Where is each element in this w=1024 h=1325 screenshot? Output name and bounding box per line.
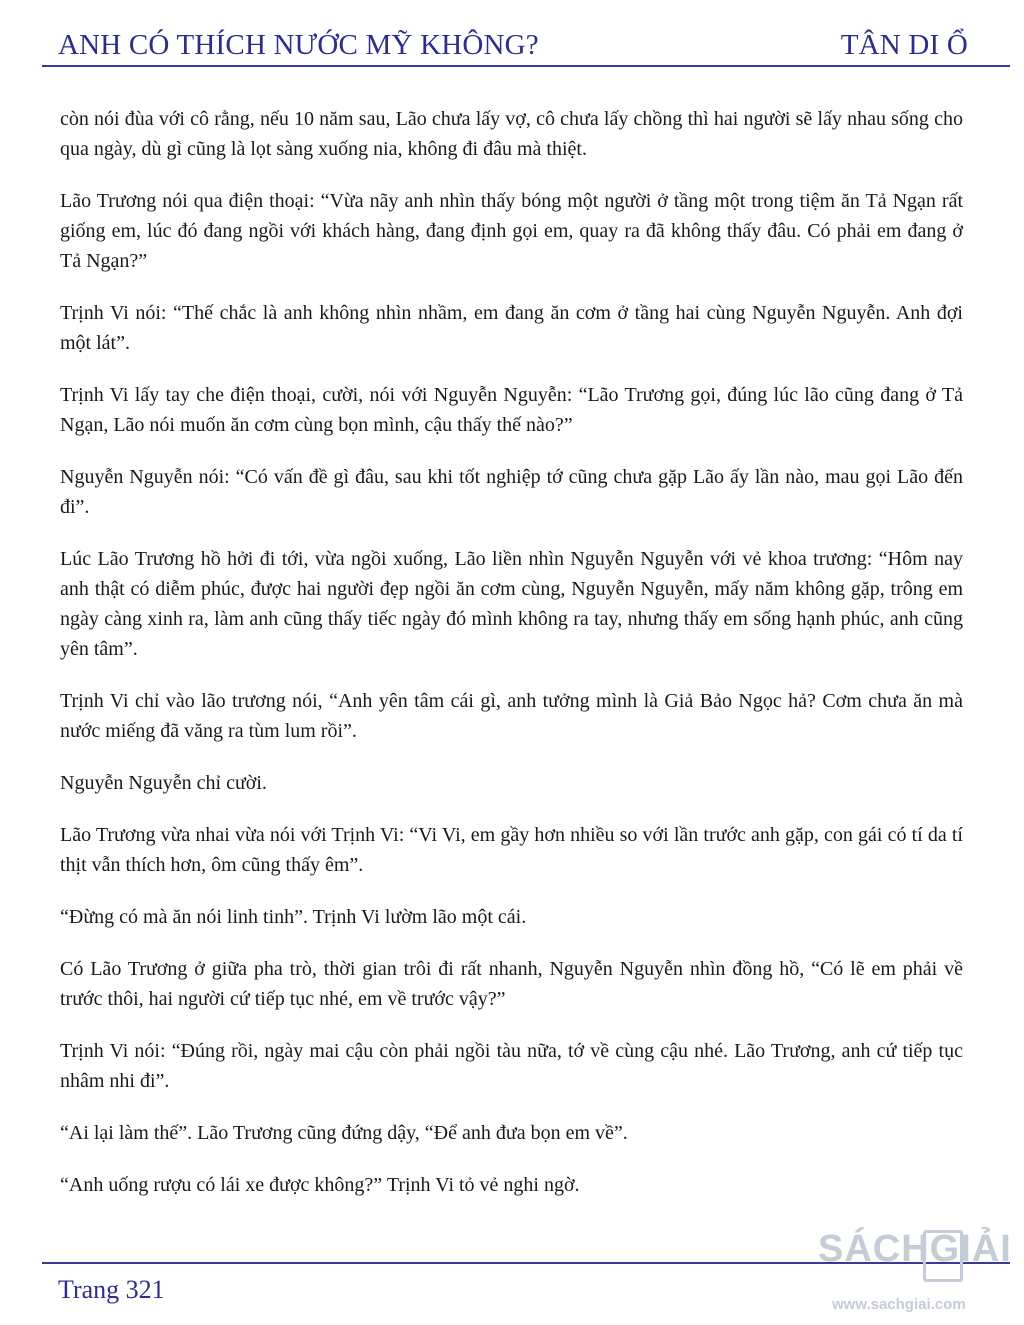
paragraph: Lúc Lão Trương hồ hởi đi tới, vừa ngồi xuống, Lão liền nhìn Nguyễn Nguyễn với vẻ khoa trương: “Hôm nay anh thật có diễm phúc, được hai người đẹp ngồi ăn cơm cùng, Nguyễn Nguyễn, mấy năm không gặp, trông em ngày càng xinh ra, làm anh cũng thấy tiếc ngày đó mình không ra tay, nhưng thấy em sống hạnh phúc, anh cũng yên tâm”. xyxy=(60,548,963,660)
author-name: TÂN DI Ổ xyxy=(840,29,968,61)
paragraph: “Anh uống rượu có lái xe được không?” Trịnh Vi tỏ vẻ nghi ngờ. xyxy=(60,1174,580,1196)
page-header xyxy=(58,22,968,62)
paragraph: “Ai lại làm thế”. Lão Trương cũng đứng dậy, “Để anh đưa bọn em về”. xyxy=(60,1122,628,1144)
paragraph: Trịnh Vi lấy tay che điện thoại, cười, nói với Nguyễn Nguyễn: “Lão Trương gọi, đúng lúc lão cũng đang ở Tả Ngạn, Lão nói muốn ăn cơm cùng bọn mình, cậu thấy thế nào?” xyxy=(60,384,963,436)
paragraph: “Đừng có mà ăn nói linh tinh”. Trịnh Vi lườm lão một cái. xyxy=(60,906,527,928)
book-title: ANH CÓ THÍCH NƯỚC MỸ KHÔNG? xyxy=(58,29,539,61)
paragraph: Trịnh Vi nói: “Đúng rồi, ngày mai cậu còn phải ngồi tàu nữa, tớ về cùng cậu nhé. Lão Trương, anh cứ tiếp tục nhâm nhi đi”. xyxy=(60,1040,963,1092)
watermark-brand: SÁCHGIẢI xyxy=(818,1228,1012,1270)
page-body xyxy=(60,104,963,1222)
paragraph: Lão Trương nói qua điện thoại: “Vừa nãy anh nhìn thấy bóng một người ở tầng một trong tiệm ăn Tả Ngạn rất giống em, lúc đó đang ngồi với khách hàng, đang định gọi em, quay ra đã không thấy đâu. Có phải em đang ở Tả Ngạn?” xyxy=(60,190,963,272)
watermark-url: www.sachgiai.com xyxy=(832,1296,966,1313)
paragraph: Trịnh Vi chỉ vào lão trương nói, “Anh yên tâm cái gì, anh tưởng mình là Giả Bảo Ngọc hả? Cơm chưa ăn mà nước miếng đã văng ra tùm lum rồi”. xyxy=(60,690,963,742)
header-divider xyxy=(42,65,1010,67)
paragraph: Nguyễn Nguyễn chỉ cười. xyxy=(60,772,267,794)
watermark-logo xyxy=(818,1228,1024,1320)
paragraph: còn nói đùa với cô rằng, nếu 10 năm sau, Lão chưa lấy vợ, cô chưa lấy chồng thì hai người sẽ lấy nhau sống cho qua ngày, dù gì cũng là lọt sàng xuống nia, không đi đâu mà thiệt. xyxy=(60,108,963,160)
paragraph: Lão Trương vừa nhai vừa nói với Trịnh Vi: “Vi Vi, em gầy hơn nhiều so với lần trước anh gặp, con gái có tí da tí thịt vẫn thích hơn, ôm cũng thấy êm”. xyxy=(60,824,963,876)
paragraph: Có Lão Trương ở giữa pha trò, thời gian trôi đi rất nhanh, Nguyễn Nguyễn nhìn đồng hồ, “Có lẽ em phải về trước thôi, hai người cứ tiếp tục nhé, em về trước vậy?” xyxy=(60,958,963,1010)
paragraph: Trịnh Vi nói: “Thế chắc là anh không nhìn nhầm, em đang ăn cơm ở tầng hai cùng Nguyễn Nguyễn. Anh đợi một lát”. xyxy=(60,302,963,354)
page-number: Trang 321 xyxy=(58,1275,165,1304)
paragraph: Nguyễn Nguyễn nói: “Có vấn đề gì đâu, sau khi tốt nghiệp tớ cũng chưa gặp Lão ấy lần nào, mau gọi Lão đến đi”. xyxy=(60,466,963,518)
